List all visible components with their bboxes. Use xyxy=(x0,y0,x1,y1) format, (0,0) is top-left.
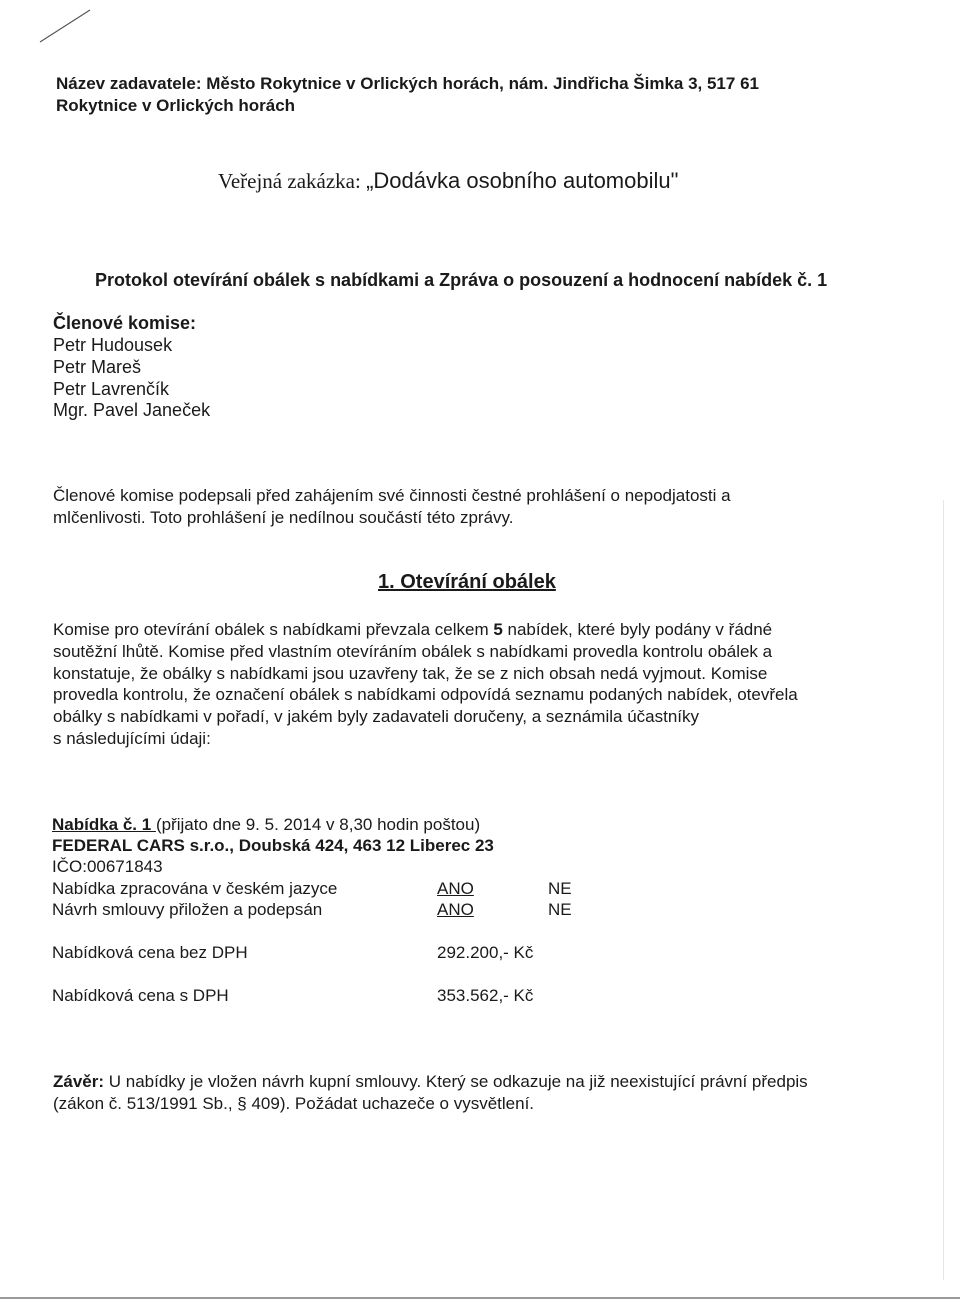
conclusion-line-2: (zákon č. 513/1991 Sb., § 409). Požádat uchazeče o vysvětlení. xyxy=(53,1093,535,1113)
section-1-line: soutěžní lhůtě. Komise před vlastním otevíráním obálek s nabídkami provedla kontrolu obálek a xyxy=(53,641,773,661)
offer-company: FEDERAL CARS s.r.o., Doubská 424, 463 12 Liberec 23 xyxy=(52,836,494,855)
header-line-1: Název zadavatele: Město Rokytnice v Orlických horách, nám. Jindřicha Šimka 3, 517 61 xyxy=(56,74,759,93)
tender-title xyxy=(218,168,678,194)
tender-title-name: „Dodávka osobního automobilu" xyxy=(366,168,679,193)
scan-bottom-edge xyxy=(0,1297,960,1299)
offer-contract-no: NE xyxy=(548,900,572,919)
section-1-paragraph xyxy=(53,619,873,750)
protocol-title: Protokol otevírání obálek s nabídkami a Zpráva o posouzení a hodnocení nabídek č. 1 xyxy=(95,270,828,290)
committee-member: Petr Mareš xyxy=(53,357,142,377)
declaration-line-1: Členové komise podepsali před zahájením své činnosti čestné prohlášení o nepodjatosti a xyxy=(53,486,731,505)
price-excl-vat-label: Nabídková cena bez DPH xyxy=(52,943,248,962)
offer-count: 5 xyxy=(493,620,503,639)
offer-heading xyxy=(52,814,480,835)
offer-contract-label: Návrh smlouvy přiložen a podepsán xyxy=(52,900,323,919)
conclusion-line-1: U nabídky je vložen návrh kupní smlouvy. Který se odkazuje na již neexistující právní předpis xyxy=(104,1072,808,1091)
section-1-line: provedla kontrolu, že označení obálek s nabídkami odpovídá seznamu podaných nabídek, otevřela xyxy=(53,685,798,705)
committee-member: Petr Lavrenčík xyxy=(53,379,170,399)
offer-label: Nabídka č. 1 xyxy=(52,815,156,834)
price-incl-vat-value: 353.562,- Kč xyxy=(437,986,534,1005)
offer-language-yes: ANO xyxy=(437,879,474,898)
declaration-paragraph xyxy=(53,485,873,529)
price-excl-vat-value: 292.200,- Kč xyxy=(437,943,534,962)
offer-received: (přijato dne 9. 5. 2014 v 8,30 hodin poštou) xyxy=(155,815,481,834)
section-1-line-1a: Komise pro otevírání obálek s nabídkami převzala celkem xyxy=(53,620,494,639)
section-1-line: obálky s nabídkami v pořadí, v jakém byly zadavateli doručeny, a seznámila účastníky xyxy=(53,707,699,727)
scan-edge-shadow xyxy=(943,500,944,1280)
offer-language-label: Nabídka zpracována v českém jazyce xyxy=(52,879,338,898)
contracting-authority-header xyxy=(56,73,876,117)
offer-contract-yes: ANO xyxy=(437,900,474,919)
section-1-line xyxy=(53,619,873,641)
conclusion-paragraph xyxy=(53,1071,873,1115)
offer-ico: IČO:00671843 xyxy=(52,857,163,876)
section-1-line-1c: nabídek, které byly podány v řádné xyxy=(502,620,773,639)
section-1-line: konstatuje, že obálky s nabídkami jsou uzavřeny tak, že se z nich obsah nedá vyjmout. Komise xyxy=(53,663,768,683)
section-1-line: s následujícími údaji: xyxy=(53,728,211,748)
committee-member: Mgr. Pavel Janeček xyxy=(53,400,211,420)
declaration-line-2: mlčenlivosti. Toto prohlášení je nedílnou součástí této zprávy. xyxy=(53,507,514,527)
committee-member: Petr Hudousek xyxy=(53,335,173,355)
price-incl-vat-label: Nabídková cena s DPH xyxy=(52,986,229,1005)
committee-heading: Členové komise: xyxy=(53,313,197,333)
offer-language-no: NE xyxy=(548,879,572,898)
header-line-2: Rokytnice v Orlických horách xyxy=(56,96,296,115)
conclusion-label: Závěr: xyxy=(53,1072,105,1091)
section-1-title: 1. Otevírání obálek xyxy=(378,571,556,593)
tender-title-prefix: Veřejná zakázka: xyxy=(218,169,367,193)
pen-stroke-mark xyxy=(38,6,98,46)
